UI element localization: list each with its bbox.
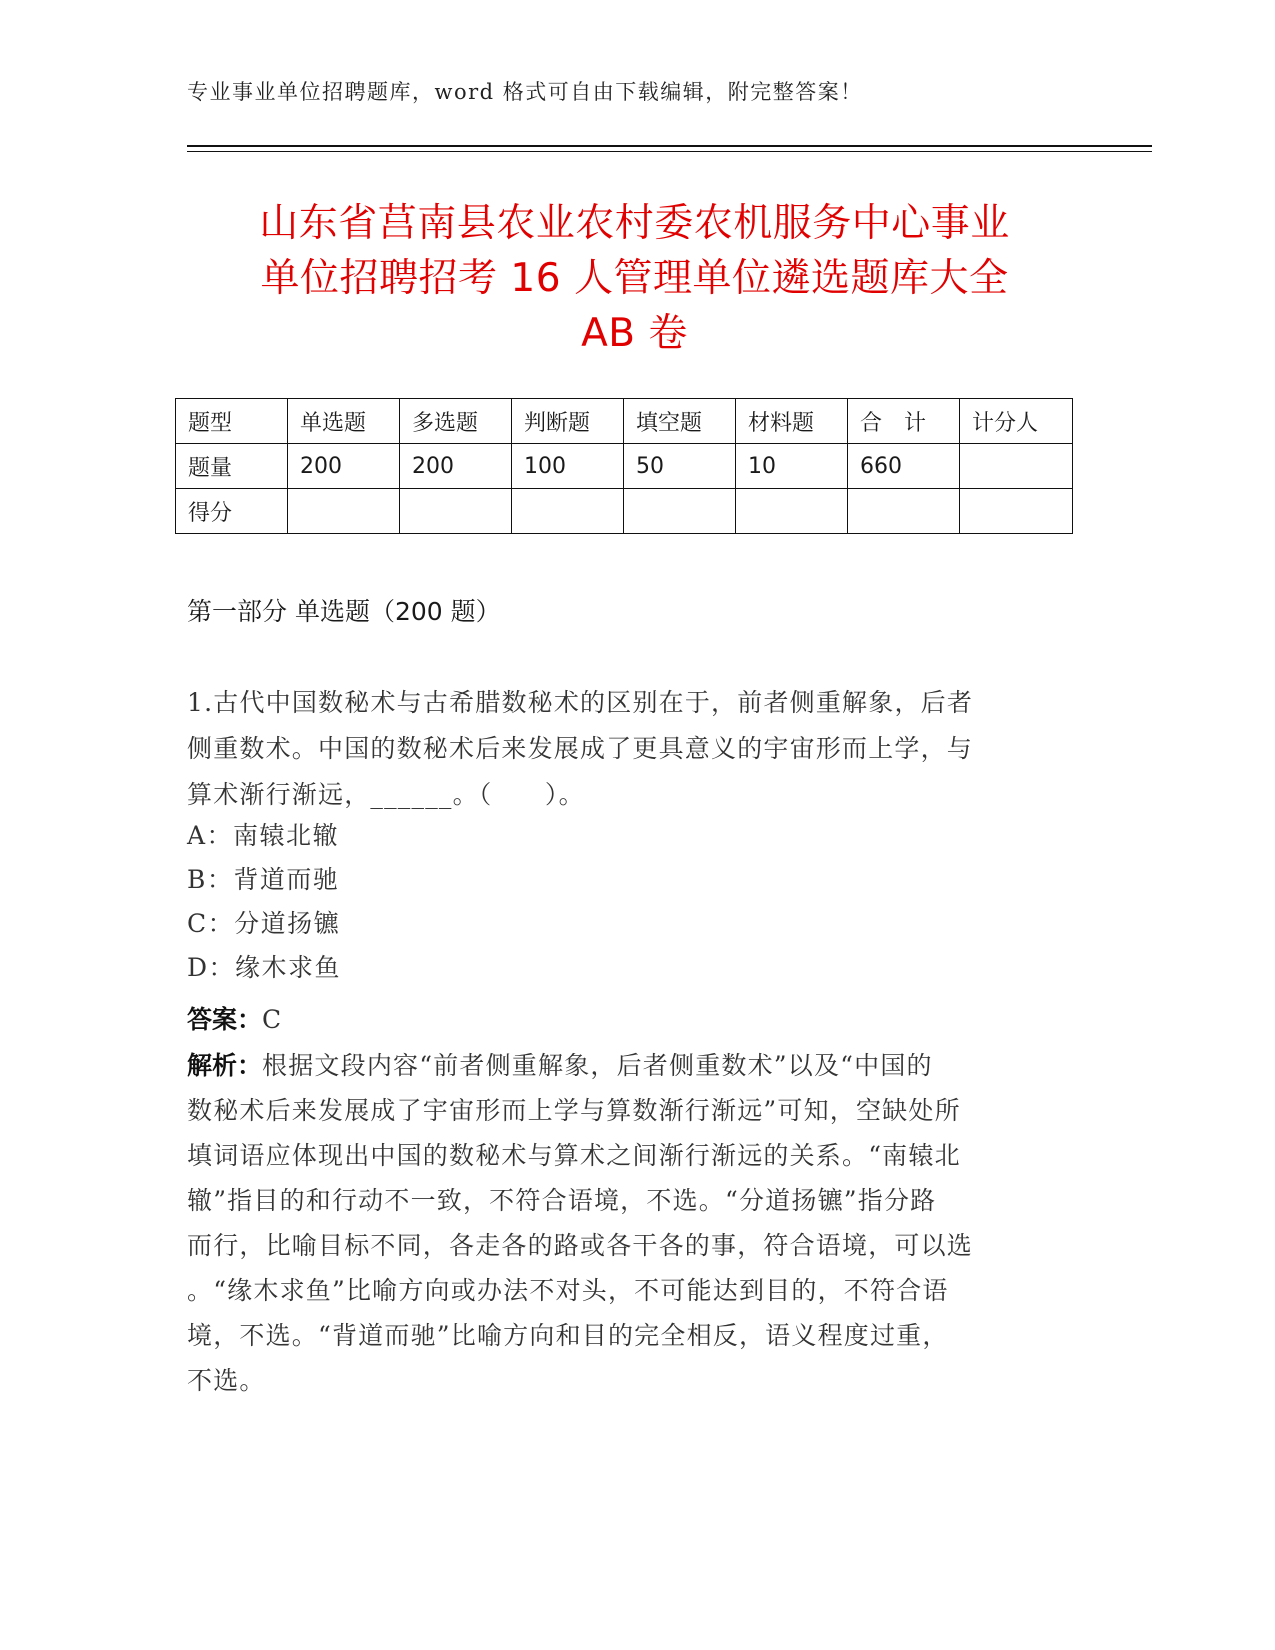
- table-cell: [288, 489, 400, 534]
- table-cell: 填空题: [624, 399, 736, 444]
- header-rule: [187, 145, 1152, 147]
- question-stem-line: 侧重数术。中国的数秘术后来发展成了更具意义的宇宙形而上学，与: [187, 734, 974, 763]
- table-cell: 100: [512, 444, 624, 489]
- option-b: B：背道而驰: [187, 865, 340, 894]
- analysis-line: 。“缘木求鱼”比喻方向或办法不对头，不可能达到目的，不符合语: [187, 1276, 949, 1305]
- table-cell: [624, 489, 736, 534]
- answer-value: C: [262, 1005, 282, 1034]
- question-stem: [187, 680, 1067, 818]
- title-line-3: AB 卷: [581, 311, 688, 356]
- table-cell: [960, 444, 1073, 489]
- table-cell: 题型: [176, 399, 288, 444]
- score-table-row: [176, 444, 1073, 489]
- table-cell: 合 计: [848, 399, 960, 444]
- table-cell: 50: [624, 444, 736, 489]
- analysis-line: 境，不选。“背道而驰”比喻方向和目的完全相反，语义程度过重，: [187, 1321, 949, 1350]
- table-cell: 材料题: [736, 399, 848, 444]
- option-a: A：南辕北辙: [187, 821, 340, 850]
- analysis-label: 解析：: [187, 1051, 263, 1080]
- table-cell: 200: [400, 444, 512, 489]
- table-cell: [848, 489, 960, 534]
- header-note: 专业事业单位招聘题库，word 格式可自由下载编辑，附完整答案！: [187, 80, 863, 104]
- table-cell: 660: [848, 444, 960, 489]
- title-line-1: 山东省莒南县农业农村委农机服务中心事业: [259, 201, 1010, 246]
- table-cell: [736, 489, 848, 534]
- answer-label: 答案：: [187, 1005, 263, 1034]
- analysis-line: 不选。: [187, 1366, 266, 1395]
- table-cell: 得分: [176, 489, 288, 534]
- analysis-line: [187, 1043, 1067, 1088]
- section-title: 第一部分 单选题（200 题）: [187, 597, 501, 626]
- analysis-line: 填词语应体现出中国的数秘术与算术之间渐行渐远的关系。“南辕北: [187, 1141, 961, 1170]
- score-table-row: [176, 489, 1073, 534]
- title-line-2: 单位招聘招考 16 人管理单位遴选题库大全: [260, 256, 1009, 301]
- table-cell: [960, 489, 1073, 534]
- analysis-line: 数秘术后来发展成了宇宙形而上学与算数渐行渐远”可知，空缺处所: [187, 1096, 961, 1125]
- analysis-line: 而行，比喻目标不同，各走各的路或各干各的事，符合语境，可以选: [187, 1231, 974, 1260]
- option-d: D：缘木求鱼: [187, 953, 342, 982]
- analysis-text: 根据文段内容“前者侧重解象，后者侧重数术”以及“中国的: [262, 1051, 933, 1080]
- table-cell: 计分人: [960, 399, 1073, 444]
- answer: [187, 1000, 281, 1036]
- document-title: [187, 196, 1082, 361]
- table-cell: 200: [288, 444, 400, 489]
- table-cell: 题量: [176, 444, 288, 489]
- table-cell: [400, 489, 512, 534]
- header-rule-thin: [187, 151, 1152, 152]
- score-table: [175, 398, 1073, 534]
- table-cell: 10: [736, 444, 848, 489]
- table-cell: 单选题: [288, 399, 400, 444]
- analysis-line: 辙”指目的和行动不一致，不符合语境，不选。“分道扬镳”指分路: [187, 1186, 937, 1215]
- table-cell: 判断题: [512, 399, 624, 444]
- table-cell: [512, 489, 624, 534]
- question-stem-line: 1.古代中国数秘术与古希腊数秘术的区别在于，前者侧重解象，后者: [187, 688, 974, 717]
- analysis: [187, 1043, 1067, 1403]
- option-c: C：分道扬镳: [187, 909, 341, 938]
- question-stem-line: 算术渐行渐远，______。（ ）。: [187, 780, 585, 809]
- table-cell: 多选题: [400, 399, 512, 444]
- score-table-header-row: [176, 399, 1073, 444]
